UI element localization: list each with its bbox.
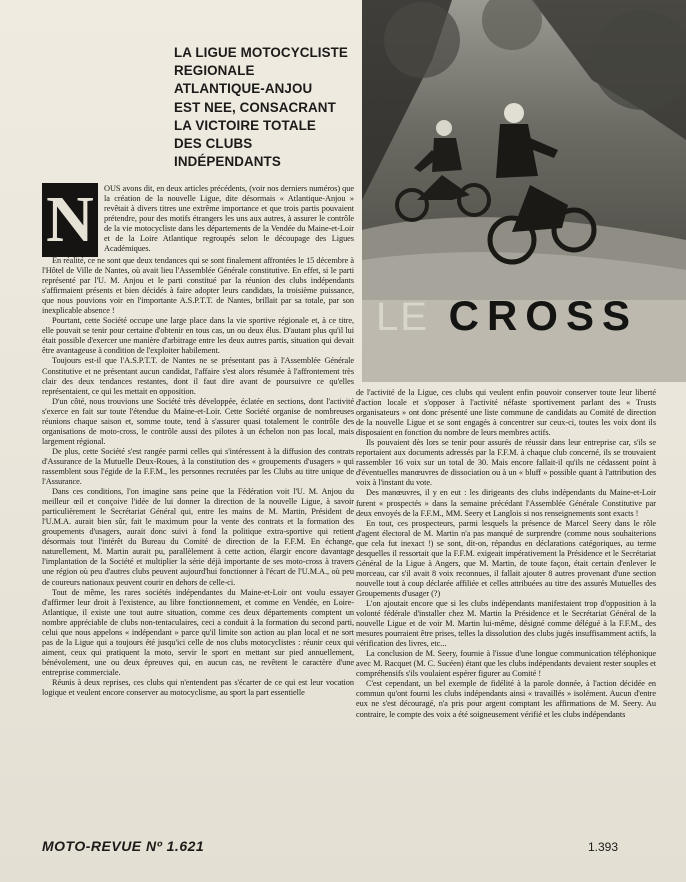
intro-paragraph: OUS avons dit, en deux articles précédents, (voir nos derniers numéros) que la création de la nouvelle Ligue, dite désormais « Atlantique-Anjou » revêtait à divers titres une extrême importance et que trois partis pouvaient prétendre, pour des motifs étrangers les uns aux autres, à assurer le contrôle de la vie motocycliste dans les départements de la Vendée du Maine-et-Loir et de la Loire Atlantique regroupés selon le découpage des Ligues Académiques.: [104, 184, 354, 254]
magazine-issue-footer: MOTO-REVUE Nº 1.621: [42, 838, 205, 854]
article-column-right: [356, 388, 656, 720]
article-paragraph: Pourtant, cette Société occupe une large place dans la vie sportive régionale et, à ce titre, elle pouvait se tenir pour certaine d'obtenir en tous cas, un ou deux élus. D'autant plus qu'il lui était possible d'exercer une manière d'arbitrage entre les deux autres partis, situation qui devait être avantageuse à condition de l'exploiter habilement.: [42, 316, 354, 356]
article-paragraph: C'est cependant, un bel exemple de fidélité à la parole donnée, à l'action décidée en commun qu'ont fourni les clubs indépendants ainsi « travaillés » isolément. Aucun d'entre eux ne s'est découragé, n'a pris pour argent comptant les affirmations de M. Seery. Au contraire, le compte des voix a été soigneusement vérifié et les clubs indépendants: [356, 679, 656, 719]
article-column-left: [42, 256, 354, 698]
article-paragraph: Réunis à deux reprises, ces clubs qui n'entendent pas s'écarter de ce qui est leur vocation logique et veulent encore conserver au motocyclisme, au sport la part essentielle: [42, 677, 354, 698]
headline-line: EST NEE, CONSACRANT: [174, 99, 336, 115]
headline-line: INDÉPENDANTS: [174, 154, 281, 170]
cross-title-le: LE: [376, 295, 429, 339]
article-paragraph: En réalité, ce ne sont que deux tendances qui se sont finalement affrontées le 15 décembre à l'Hôtel de Ville de Nantes, où avait lieu l'Assemblée Générale constitutive. En effet, si le parti représenté par l'U. M. Anjou et le parti constitué par la réunion des clubs indépendants s'affirmaient présents et bien décidés à faire adopter leurs candidats, la troisième puissance, que nous pouvions voir en l'importante A.S.P.T.T. de Nantes, brillait par sa totale, par son inexplicable absence !: [42, 256, 354, 316]
drop-cap: N: [42, 183, 98, 257]
cross-title: [376, 292, 638, 340]
article-paragraph: de l'activité de la Ligue, ces clubs qui veulent enfin pouvoir conserver toute leur liberté d'action locale et s'opposer à l'activité néfaste sportivement parlant des « Trusts organisateurs » ont donc présenté une liste commune de candidats au Comité de direction de la nouvelle Ligue et se sont engagés à concentrer sur ceux-ci, toutes les voix dont ils disposaient en fonction du nombre de leurs membres actifs.: [356, 388, 656, 438]
page-number: 1.393: [588, 840, 619, 854]
article-intro: [104, 184, 354, 254]
motocross-photo: [362, 0, 686, 382]
headline-line: LA VICTOIRE TOTALE: [174, 117, 316, 133]
headline-line: DES CLUBS: [174, 136, 253, 152]
article-paragraph: L'on ajoutait encore que si les clubs indépendants manifestaient trop d'opposition à la volonté fédérale d'installer chez M. Martin la Présidence et le Secrétariat Général de la nouvelle Ligue et de voir M. Martin lui-même, désigné comme délégué à la F.F.M., des mesures pourraient être prises, telles la dissolution des clubs jugés insuffisamment actifs, la vérification des livres, etc...: [356, 598, 656, 649]
article-paragraph: Des manœuvres, il y en eut : les dirigeants des clubs indépendants du Maine-et-Loir furent « prospectés » dans la semaine précédant l'Assemblée Générale Constitutive par deux envoyés de la F.F.M., MM. Seery et Langlois si nos renseignements sont exacts !: [356, 488, 656, 518]
article-paragraph: Dans ces conditions, l'on imagine sans peine que la Fédération voit l'U. M. Anjou du meilleur œil et conçoive l'idée de lui donner la direction de la nouvelle Ligue, à savoir particulièrement le Secrétariat Général qui, entre les mains de M. Martin, Président de l'U.M.A. aurait bien sûr, fait le maximum pour la vente des contrats et la formation des groupements d'usagers, aurait donc suivi à fond la politique extra-sportive qui retient désormais tout l'intérêt du Bureau du Comité de direction de la F.F.M. En échange, naturellement, M. Martin aurait pu, parallèlement à cette action, élargir encore davantage l'implantation de la Société et multiplier la série déjà importante de ses moto-cross à travers une région où peu d'autres clubs peuvent aujourd'hui fonctionner à l'écart de l'U.M.A., où peu de coureurs nationaux peuvent courir en dehors de celle-ci.: [42, 487, 354, 587]
article-paragraph: De plus, cette Société s'est rangée parmi celles qui s'intéressent à la diffusion des contrats d'Assurance de la Mutuelle Deux-Roues, à la constitution des « groupements d'usagers » qui rassemblent sous l'égide de la F.F.M., les personnes recrutées par les Clubs au titre unique de l'Assurance.: [42, 446, 354, 487]
headline-line: LA LIGUE MOTOCYCLISTE: [174, 45, 348, 60]
article-paragraph: Toujours est-il que l'A.S.P.T.T. de Nantes ne se présentant pas à l'Assemblée Générale Constitutive et ne présentant aucun candidat, l'affaire s'est alors résumée à l'affrontement très clair des deux tendances restantes, dont il faut dire avant de poursuivre ce qu'elles représentaient, ce qui les mettait en opposition.: [42, 356, 354, 396]
headline-line: ATLANTIQUE-ANJOU: [174, 81, 313, 97]
headline: [174, 44, 360, 171]
article-paragraph: En tout, ces prospecteurs, parmi lesquels la présence de Marcel Seery dans le rôle d'agent électoral de M. Martin n'a pas manqué de surprendre (comme nous souhaiterions que cela fut inexact !) se sont, dit-on, répandus en déclarations catégoriques, au terme desquelles il ressortait que la F.F.M. exigeait impérativement la Présidence et le Secrétariat Général de la Ligue à Angers, que M. Martin, de toute façon, était certain d'enlever le morceau, car s'il avait 8 voix reconnues, il fallait ajouter 8 autres provenant d'une section nouvelle tout à coup déclarée affiliée et celles attribuées au titre des assurés Mutuelles des Groupements d'usager (?): [356, 518, 656, 598]
headline-line: REGIONALE: [174, 63, 255, 79]
article-paragraph: Ils pouvaient dès lors se tenir pour assurés de réussir dans leur entreprise car, s'ils se reportaient aux documents adressés par la F.F.M. à chaque club concerné, ils se trouvaient rassembler 16 voix sur un total de 30. Mais encore fallait-il qu'ils ne cédassent point à d'éventuelles manœuvres de dissociation ou à un « bluff » possible quant à l'attribution des voix à l'instant du vote.: [356, 438, 656, 488]
cross-title-cross: CROSS: [448, 292, 638, 339]
article-paragraph: La conclusion de M. Seery, fournie à l'issue d'une longue communication téléphonique avec M. Racquet (M. C. Sucéen) étant que les clubs indépendants devaient rester souples et compréhensifs s'ils voulaient espérer figurer au Comité !: [356, 649, 656, 679]
article-paragraph: D'un côté, nous trouvions une Société très développée, éclatée en sections, dont l'activité s'exerce en fait sur toute l'étendue du Maine-et-Loir. Cette Société organise de nombreuses réunions chaque saison et, somme toute, tend à s'assurer quasi totalement le contrôle des organisations de moto-cross, le contrôle aussi des pilotes à un échelon non pas local, mais largement régional.: [42, 396, 354, 446]
article-paragraph: Tout de même, les rares sociétés indépendantes du Maine-et-Loir ont voulu essayer d'affirmer leur droit à l'existence, au libre fonctionnement, et comme en Vendée, en Loire-Atlantique, il existe une tout autre situation, comme ces deux départements comptent un nombre appréciable de clubs non-tentaculaires, ceci a conduit à la formation du second parti, celui que nous appelons « indépendant » parce qu'il limite son action au plan local et ne sort pas de la Ligue qui a toujours été jusqu'ici celle de nos clubs motocyclistes : réunir ceux qui aiment, ceux qui pratiquent la moto, servir le sport en mettant sur pied annuellement, bénévolement, une ou deux épreuves qui, en aucun cas, ne revêtent le caractère d'une entreprise commerciale.: [42, 587, 354, 677]
